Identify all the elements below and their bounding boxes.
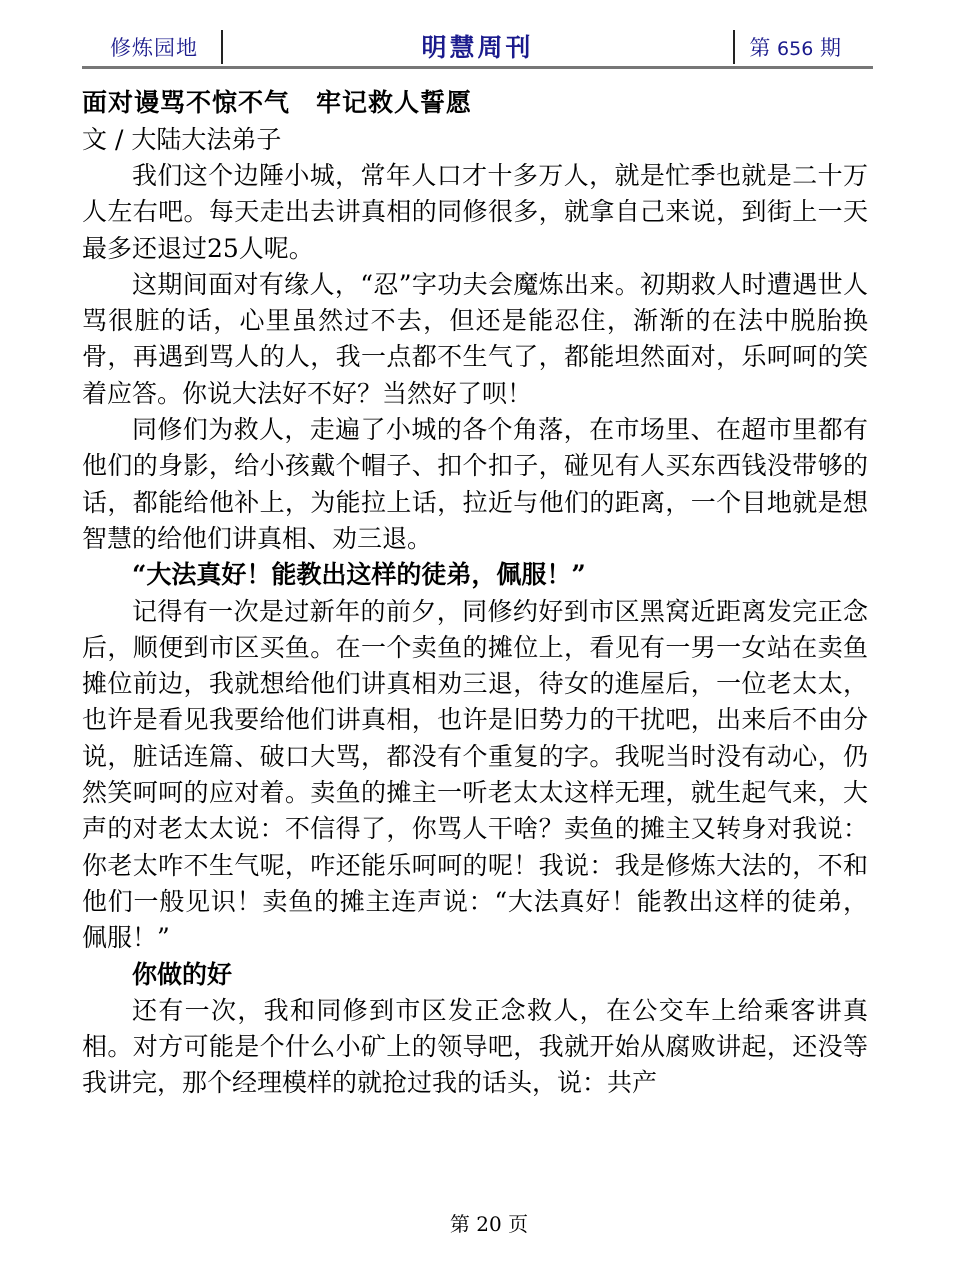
issue-number	[749, 32, 841, 62]
section-name: 修炼园地	[110, 36, 198, 60]
header-divider-right	[733, 30, 735, 64]
paragraph: 还有一次，我和同修到市区发正念救人，在公交车上给乘客讲真相。对方可能是个什么小矿上的领导吧，我就开始从腐败讲起，还没等我讲完，那个经理模样的就抢过我的话头，说：共产	[82, 995, 868, 1098]
issue-prefix: 第	[749, 36, 771, 60]
subheading: “大法真好！能教出这样的徒弟，佩服！”	[132, 560, 586, 590]
issue-suffix: 期	[820, 36, 841, 60]
article-byline: 文 / 大陆大法弟子	[82, 125, 282, 154]
page-header	[82, 28, 873, 68]
paragraph: 我们这个边陲小城，常年人口才十多万人，就是忙季也就是二十万人左右吧。每天走出去讲真相的同修很多，就拿自己来说，到街上一天最多还退过25人呢。	[82, 161, 868, 263]
paragraph: 这期间面对有缘人，“忍”字功夫会魔炼出来。初期救人时遭遇世人骂很脏的话，心里虽然过不去，但还是能忍住，渐渐的在法中脱胎换骨，再遇到骂人的人，我一点都不生气了，都能坦然面对，乐呵呵的笑着应答。你说大法好不好？当然好了呗！	[82, 269, 868, 408]
header-rule	[82, 66, 873, 69]
paragraph: 同修们为救人，走遍了小城的各个角落，在市场里、在超市里都有他们的身影，给小孩戴个帽子、扣个扣子，碰见有人买东西钱没带够的话，都能给他补上，为能拉上话，拉近与他们的距离，一个目地就是想智慧的给他们讲真相、劝三退。	[82, 415, 868, 553]
issue-value: 656	[777, 38, 814, 60]
publication-title: 明慧周刊	[421, 33, 534, 62]
article	[82, 84, 868, 1102]
page-number: 第 20 页	[449, 1212, 529, 1236]
subheading: 你做的好	[132, 959, 233, 989]
paragraph: 记得有一次是过新年的前夕，同修约好到市区黑窝近距离发完正念后，顺便到市区买鱼。在一个卖鱼的摊位上，看见有一男一女站在卖鱼摊位前边，我就想给他们讲真相劝三退，待女的進屋后，一位老太太，也许是看见我要给他们讲真相，也许是旧势力的干扰吧，出来后不由分说，脏话连篇、破口大骂，都没有个重复的字。我呢当时没有动心，仍然笑呵呵的应对着。卖鱼的摊主一听老太太这样无理，就生起气来，大声的对老太太说：不信得了，你骂人干啥？卖鱼的摊主又转身对我说：你老太咋不生气呢，咋还能乐呵呵的呢！我说：我是修炼大法的，不和他们一般见识！卖鱼的摊主连声说：“大法真好！能教出这样的徒弟，佩服！”	[82, 596, 868, 953]
article-title: 面对谩骂不惊不气 牢记救人誓愿	[82, 88, 473, 117]
